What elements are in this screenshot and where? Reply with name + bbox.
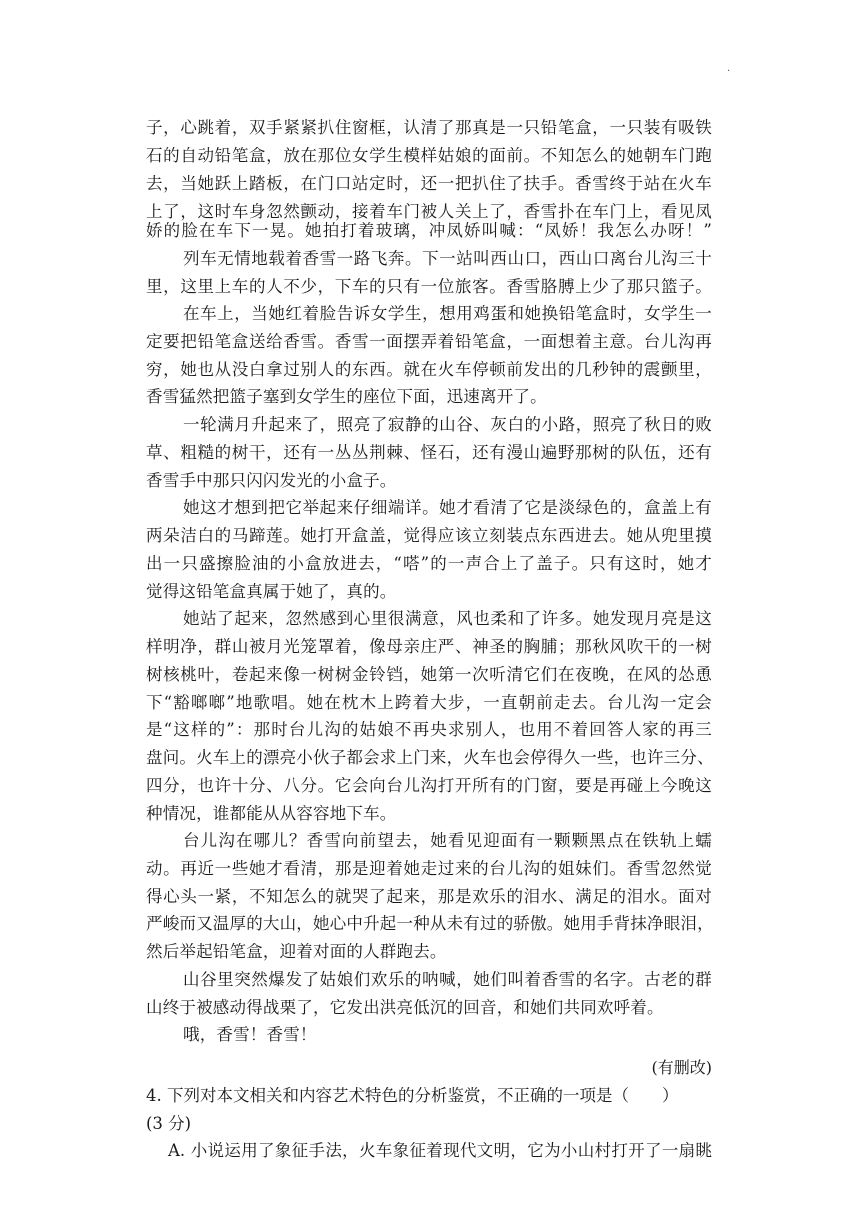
text-line: 哦，香雪！香雪！ bbox=[183, 1025, 317, 1044]
text-line: 上了，这时车身忽然颤动，接着车门被人关上了，香雪扑在车门上，看见凤 bbox=[146, 202, 712, 221]
text-line: 她站了起来，忽然感到心里很满意，风也柔和了许多。她发现月亮是这 bbox=[183, 609, 712, 628]
text-line: 下“豁啷啷”地歌唱。她在枕木上跨着大步，一直朝前走去。台儿沟一定会 bbox=[146, 693, 712, 712]
text-line: 出一只盛擦脸油的小盒放进去，“嗒”的一声合上了盖子。只有这时，她才 bbox=[146, 554, 712, 573]
text-line: 两朵洁白的马蹄莲。她打开盒盖，觉得应该立刻装点东西进去。她从兜里摸 bbox=[146, 526, 712, 545]
text-line: 种情况，谁都能从从容容地下车。 bbox=[146, 804, 397, 823]
text-line: 香雪手中那只闪闪发光的小盒子。 bbox=[146, 471, 397, 490]
text-line: 觉得这铅笔盒真属于她了，真的。 bbox=[146, 582, 397, 601]
source-note: (有删改) bbox=[651, 1058, 712, 1077]
text-line: 子，心跳着，双手紧紧扒住窗框，认清了那真是一只铅笔盒，一只装有吸铁 bbox=[146, 118, 712, 137]
question-stem: 4. 下列对本文相关和内容艺术特色的分析鉴赏，不正确的一项是（ ） bbox=[146, 1086, 679, 1105]
text-line: 去，当她跃上踏板，在门口站定时，还一把扒住了扶手。香雪终于站在火车 bbox=[146, 174, 712, 193]
text-line: 山终于被感动得战栗了，它发出洪亮低沉的回音，和她们共同欢呼着。 bbox=[146, 998, 664, 1017]
text-line: 香雪猛然把篮子塞到女学生的座位下面，迅速离开了。 bbox=[146, 387, 547, 406]
text-line: 娇的脸在车下一晃。她拍打着玻璃，冲凤娇叫喊：“凤娇！我怎么办呀！” bbox=[146, 221, 712, 240]
text-line: 定要把铅笔盒送给香雪。香雪一面摆弄着铅笔盒，一面想着主意。台儿沟再 bbox=[146, 332, 712, 351]
text-line: 动。再近一些她才看清，那是迎着她走过来的台儿沟的姐妹们。香雪忽然觉 bbox=[146, 859, 712, 878]
text-line: 得心头一紧，不知怎么的就哭了起来，那是欢乐的泪水、满足的泪水。面对 bbox=[146, 887, 712, 906]
text-line: 样明净，群山被月光笼罩着，像母亲庄严、神圣的胸脯；那秋风吹干的一树 bbox=[146, 637, 712, 656]
text-line: 一轮满月升起来了，照亮了寂静的山谷、灰白的小路，照亮了秋日的败 bbox=[183, 415, 712, 434]
text-line: 石的自动铅笔盒，放在那位女学生模样姑娘的面前。不知怎么的她朝车门跑 bbox=[146, 146, 712, 165]
text-line: 是“这样的”：那时台儿沟的姑娘不再央求别人，也用不着回答人家的再三 bbox=[146, 720, 712, 739]
text-line: 严峻而又温厚的大山，她心中升起一种从未有过的骄傲。她用手背抹净眼泪， bbox=[146, 914, 714, 933]
text-line: 台儿沟在哪儿？香雪向前望去，她看见迎面有一颗颗黑点在铁轨上蠕 bbox=[183, 831, 712, 850]
text-line: 盘问。火车上的漂亮小伙子都会求上门来，火车也会停得久一些，也许三分、 bbox=[146, 748, 714, 767]
option-a: A. 小说运用了象征手法，火车象征着现代文明，它为小山村打开了一扇眺 bbox=[168, 1141, 712, 1160]
text-line: 四分，也许十分、八分。它会向台儿沟打开所有的门窗，要是再碰上今晚这 bbox=[146, 776, 712, 795]
text-line: 列车无情地载着香雪一路飞奔。下一站叫西山口，西山口离台儿沟三十 bbox=[183, 249, 712, 268]
text-line: 树核桃叶，卷起来像一树树金铃铛，她第一次听清它们在夜晚，在风的怂恿 bbox=[146, 665, 712, 684]
text-line: 草、粗糙的树干，还有一丛丛荆棘、怪石，还有漫山遍野那树的队伍，还有 bbox=[146, 443, 712, 462]
text-line: 在车上，当她红着脸告诉女学生，想用鸡蛋和她换铅笔盒时，女学生一 bbox=[183, 304, 712, 323]
text-line: 穷，她也从没白拿过别人的东西。就在火车停顿前发出的几秒钟的震颤里， bbox=[146, 360, 712, 379]
text-line: 然后举起铅笔盒，迎着对面的人群跑去。 bbox=[146, 942, 447, 961]
page-marker: · bbox=[727, 66, 731, 77]
text-line: 山谷里突然爆发了姑娘们欢乐的呐喊，她们叫着香雪的名字。古老的群 bbox=[183, 970, 712, 989]
text-line: 她这才想到把它举起来仔细端详。她才看清了它是淡绿色的，盒盖上有 bbox=[183, 498, 712, 517]
text-line: 里，这里上车的人不少，下车的只有一位旅客。香雪胳膊上少了那只篮子。 bbox=[146, 277, 712, 296]
question-score: (3 分) bbox=[146, 1114, 192, 1133]
